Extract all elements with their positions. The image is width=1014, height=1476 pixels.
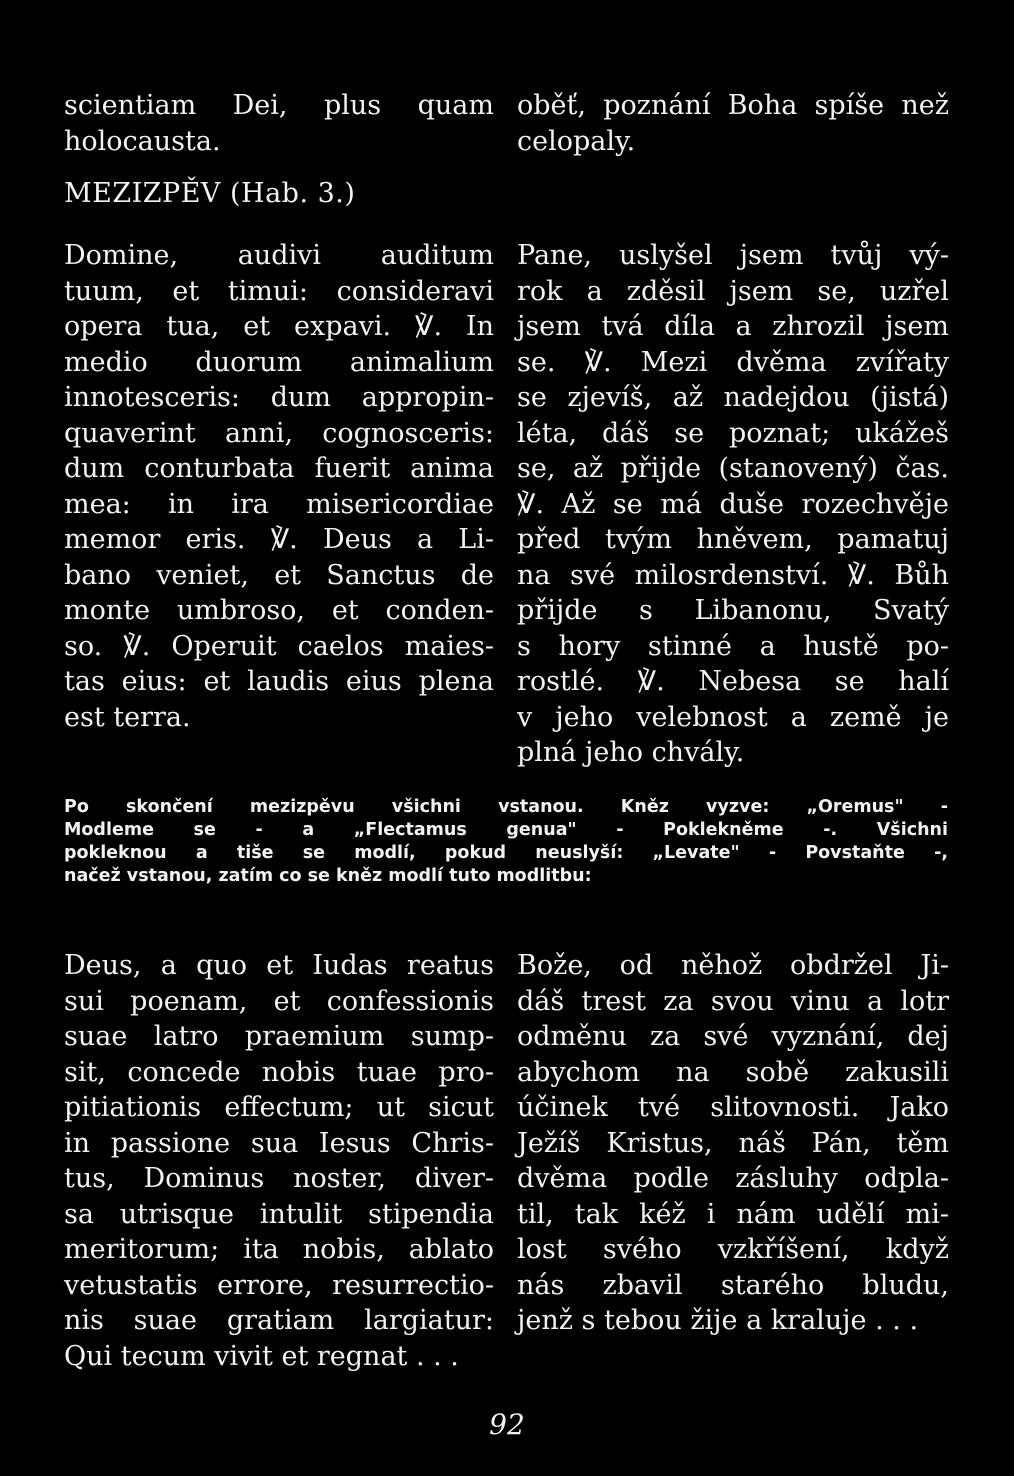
text-line: medio duorum animalium: [64, 346, 494, 378]
text-line: nás zbavil starého bludu,: [517, 1269, 949, 1301]
prayer-latin-column: [64, 948, 494, 1374]
text-line: lost svého vzkříšení, když: [517, 1234, 949, 1265]
text-line: se. ℣. Mezi dvěma zvířaty: [517, 346, 949, 378]
text-line: bano veniet, et Sanctus de: [64, 559, 494, 591]
text-line: před tvým hněvem, pamatuj: [517, 524, 949, 555]
text-line: vetustatis errore, resurrectio-: [64, 1269, 494, 1301]
text-line: dáš trest za svou vinu a lotr: [517, 985, 949, 1017]
text-line: se zjevíš, až nadejdou (jistá): [517, 382, 949, 413]
text-line: Bože, od něhož obdržel Ji-: [517, 950, 949, 981]
text-line: plná jeho chvály.: [517, 737, 745, 768]
text-line: celopaly.: [517, 125, 636, 157]
text-line: ℣. Až se má duše rozechvěje: [517, 488, 949, 520]
text-line: oběť, poznání Boha spíše než: [517, 90, 949, 121]
intro-czech-column: [517, 88, 949, 159]
text-line: účinek tvé slitovnosti. Jako: [517, 1092, 949, 1123]
text-line: jsem tvá díla a zhrozil jsem: [517, 311, 949, 342]
rubric-line: Modleme se - a „Flectamus genua" - Poklekněme -. Všichni: [64, 820, 948, 840]
text-line: sui poenam, et confessionis: [64, 985, 494, 1017]
text-line: Deus, a quo et Iudas reatus: [64, 950, 494, 981]
text-line: pitiationis effectum; ut sicut: [64, 1092, 494, 1123]
text-line: til, tak kéž i nám udělí mi-: [517, 1198, 949, 1230]
text-line: Qui tecum vivit et regnat . . .: [64, 1340, 459, 1372]
text-line: abychom na sobě zakusili: [517, 1056, 949, 1088]
rubric-line: pokleknou a tiše se modlí, pokud neuslyší: „Levate" - Povstaňte -,: [64, 843, 948, 863]
text-line: Ježíš Kristus, náš Pán, těm: [517, 1127, 949, 1159]
text-line: sit, concede nobis tuae pro-: [64, 1056, 494, 1088]
rubric-instructions: [64, 796, 948, 888]
rubric-line: načež vstanou, zatím co se kněz modlí tuto modlitbu:: [64, 866, 592, 886]
text-line: est terra.: [64, 701, 191, 733]
text-line: mea: in ira misericordiae: [64, 488, 494, 520]
text-line: sa utrisque intulit stipendia: [64, 1198, 494, 1230]
text-line: léta, dáš se poznat; ukážeš: [517, 417, 949, 449]
text-line: scientiam Dei, plus quam: [64, 90, 494, 121]
text-line: jenž s tebou žije a kraluje . . .: [517, 1305, 919, 1336]
text-line: dum conturbata fuerit anima: [64, 453, 494, 484]
text-line: rok a zděsil jsem se, uzřel: [517, 275, 949, 307]
text-line: rostlé. ℣. Nebesa se halí: [517, 666, 949, 697]
text-line: so. ℣. Operuit caelos maies-: [64, 630, 494, 662]
text-line: Domine, audivi auditum: [64, 240, 494, 271]
text-line: innotesceris: dum appropin-: [64, 382, 494, 413]
text-line: odměnu za své vyznání, dej: [517, 1021, 949, 1052]
text-line: in passione sua Iesus Chris-: [64, 1127, 494, 1159]
text-line: nis suae gratiam largiatur:: [64, 1305, 494, 1336]
text-line: se, až přijde (stanovený) čas.: [517, 453, 949, 484]
text-line: v jeho velebnost a země je: [517, 701, 949, 733]
rubric-line: Po skončení mezizpěvu všichni vstanou. Kněz vyzve: „Oremus" -: [64, 797, 948, 817]
text-line: Pane, uslyšel jsem tvůj vý-: [517, 240, 949, 271]
interlude-heading: MEZIZPĚV (Hab. 3.): [64, 178, 356, 209]
text-line: dvěma podle zásluhy odpla-: [517, 1163, 949, 1194]
text-line: s hory stinné a hustě po-: [517, 630, 949, 662]
text-line: na své milosrdenství. ℣. Bůh: [517, 559, 949, 591]
interlude-czech-column: [517, 238, 949, 771]
page-number: 92: [489, 1408, 525, 1441]
text-line: meritorum; ita nobis, ablato: [64, 1234, 494, 1265]
text-line: monte umbroso, et conden-: [64, 595, 494, 626]
interlude-latin-column: [64, 238, 494, 735]
intro-latin-column: [64, 88, 494, 159]
prayer-czech-column: [517, 948, 949, 1339]
text-line: tas eius: et laudis eius plena: [64, 666, 494, 697]
text-line: holocausta.: [64, 125, 221, 157]
text-line: tuum, et timui: consideravi: [64, 275, 494, 307]
text-line: quaverint anni, cognosceris:: [64, 417, 494, 449]
text-line: přijde s Libanonu, Svatý: [517, 595, 949, 626]
text-line: suae latro praemium sump-: [64, 1021, 494, 1052]
text-line: tus, Dominus noster, diver-: [64, 1163, 494, 1194]
text-line: memor eris. ℣. Deus a Li-: [64, 524, 494, 555]
text-line: opera tua, et expavi. ℣. In: [64, 311, 494, 342]
